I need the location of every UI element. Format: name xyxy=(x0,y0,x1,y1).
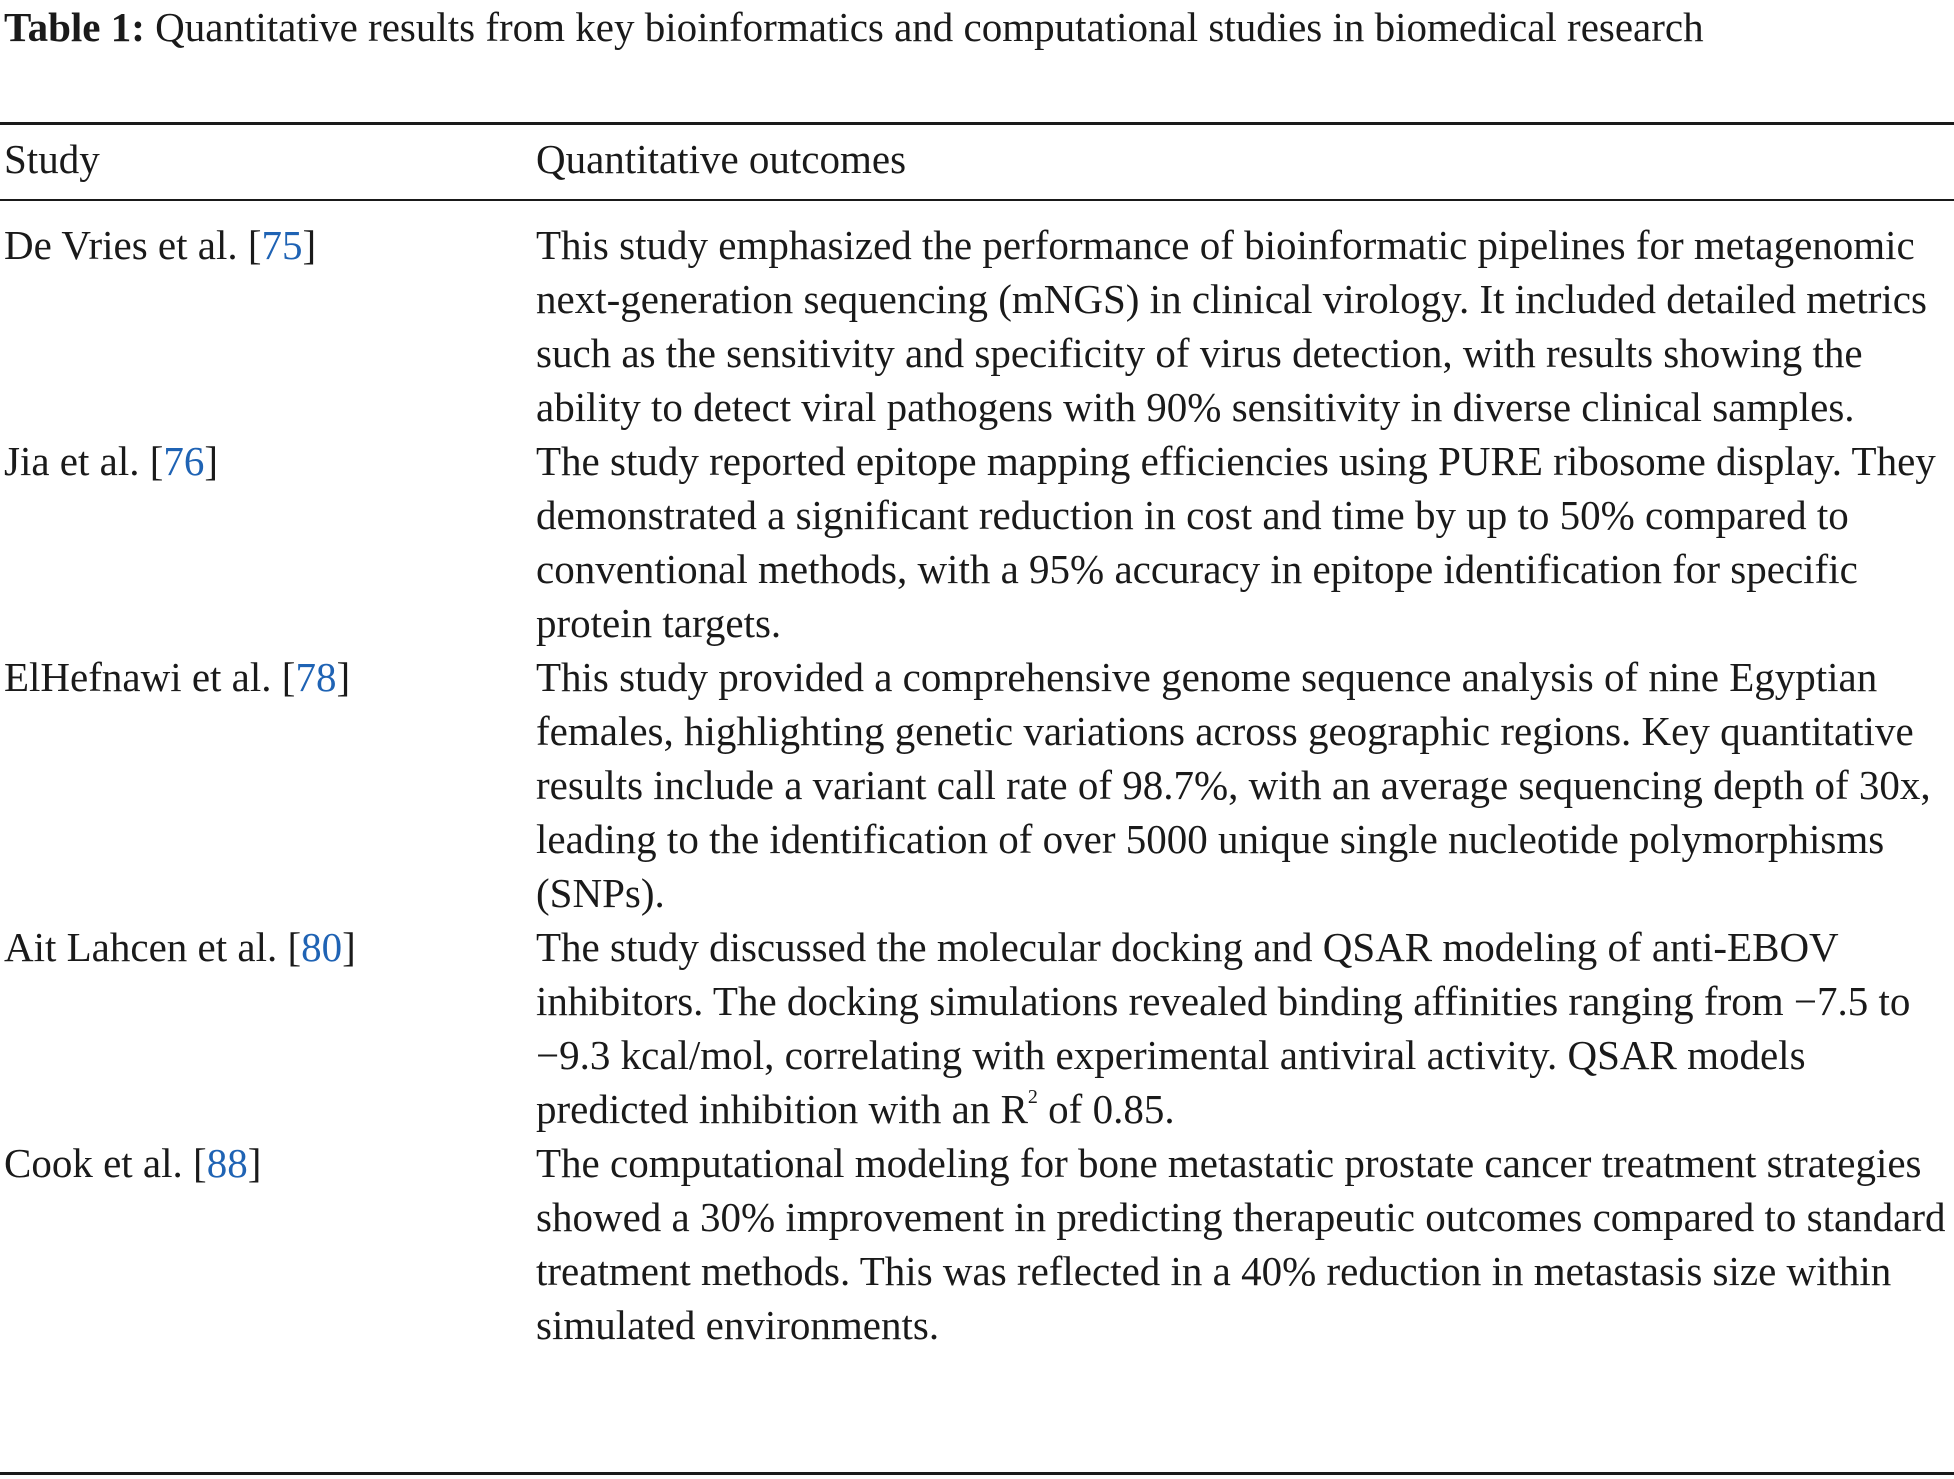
table-caption xyxy=(4,0,1948,54)
outcome-cell xyxy=(536,920,1952,1136)
table-row xyxy=(0,1136,1954,1352)
study-cell xyxy=(4,218,316,272)
header-rule xyxy=(0,199,1954,201)
citation-link[interactable]: 80 xyxy=(301,924,343,970)
study-name: Jia et al. [ xyxy=(4,438,164,484)
bottom-rule xyxy=(0,1472,1954,1475)
citation-link[interactable]: 75 xyxy=(261,222,303,268)
outcome-cell: This study provided a comprehensive genome sequence analysis of nine Egyptian females, highlighting genetic variations across geographic regions. Key quantitative results include a variant call rate of 98.7%, with an average sequencing depth of 30x, leading to the identification of over 5000 unique single nucleotide polymorphisms (SNPs). xyxy=(536,654,1931,916)
citation-link[interactable]: 88 xyxy=(206,1140,248,1186)
header-outcomes: Quantitative outcomes xyxy=(536,136,907,182)
study-cell xyxy=(4,434,218,488)
citation-link[interactable]: 78 xyxy=(295,654,337,700)
caption-text: Quantitative results from key bioinformatics and computational studies in biomedical research xyxy=(155,4,1704,50)
table-row xyxy=(0,218,1954,434)
superscript: 2 xyxy=(1027,1086,1038,1108)
citation-link[interactable]: 76 xyxy=(163,438,205,484)
outcome-cell: The computational modeling for bone metastatic prostate cancer treatment strategies showed a 30% improvement in predicting therapeutic outcomes compared to standard treatment methods. This was reflected in a 40% reduction in metastasis size within simulated environments. xyxy=(536,1140,1946,1348)
study-bracket: ] xyxy=(204,438,219,484)
study-cell xyxy=(4,650,350,704)
header-study: Study xyxy=(4,136,100,182)
caption-label: Table 1: xyxy=(4,4,145,50)
outcome-text-tail: of 0.85. xyxy=(1037,1086,1175,1132)
study-name: Ait Lahcen et al. [ xyxy=(4,924,302,970)
outcome-text: The study discussed the molecular docking and QSAR modeling of anti-EBOV inhibitors. The docking simulations revealed binding affinities ranging from −7.5 to −9.3 kcal/mol, correlating with experimental antiviral activity. QSAR models predicted inhibition with an R xyxy=(536,924,1911,1132)
outcome-cell: This study emphasized the performance of bioinformatic pipelines for metagenomic next-generation sequencing (mNGS) in clinical virology. It included detailed metrics such as the sensitivity and specificity of virus detection, with results showing the ability to detect viral pathogens with 90% sensitivity in diverse clinical samples. xyxy=(536,222,1927,430)
study-cell xyxy=(4,920,356,974)
study-cell xyxy=(4,1136,261,1190)
study-bracket: ] xyxy=(336,654,351,700)
study-bracket: ] xyxy=(247,1140,262,1186)
study-name: ElHefnawi et al. [ xyxy=(4,654,296,700)
table-row xyxy=(0,650,1954,920)
study-name: De Vries et al. [ xyxy=(4,222,262,268)
study-bracket: ] xyxy=(342,924,356,970)
outcome-cell: The study reported epitope mapping efficiencies using PURE ribosome display. They demonstrated a significant reduction in cost and time by up to 50% compared to conventional methods, with a 95% accuracy in epitope identification for specific protein targets. xyxy=(536,438,1936,646)
table-row xyxy=(0,920,1954,1136)
top-rule xyxy=(0,122,1954,125)
study-bracket: ] xyxy=(302,222,317,268)
table-row xyxy=(0,434,1954,650)
table-body xyxy=(0,218,1954,1352)
study-name: Cook et al. [ xyxy=(4,1140,207,1186)
